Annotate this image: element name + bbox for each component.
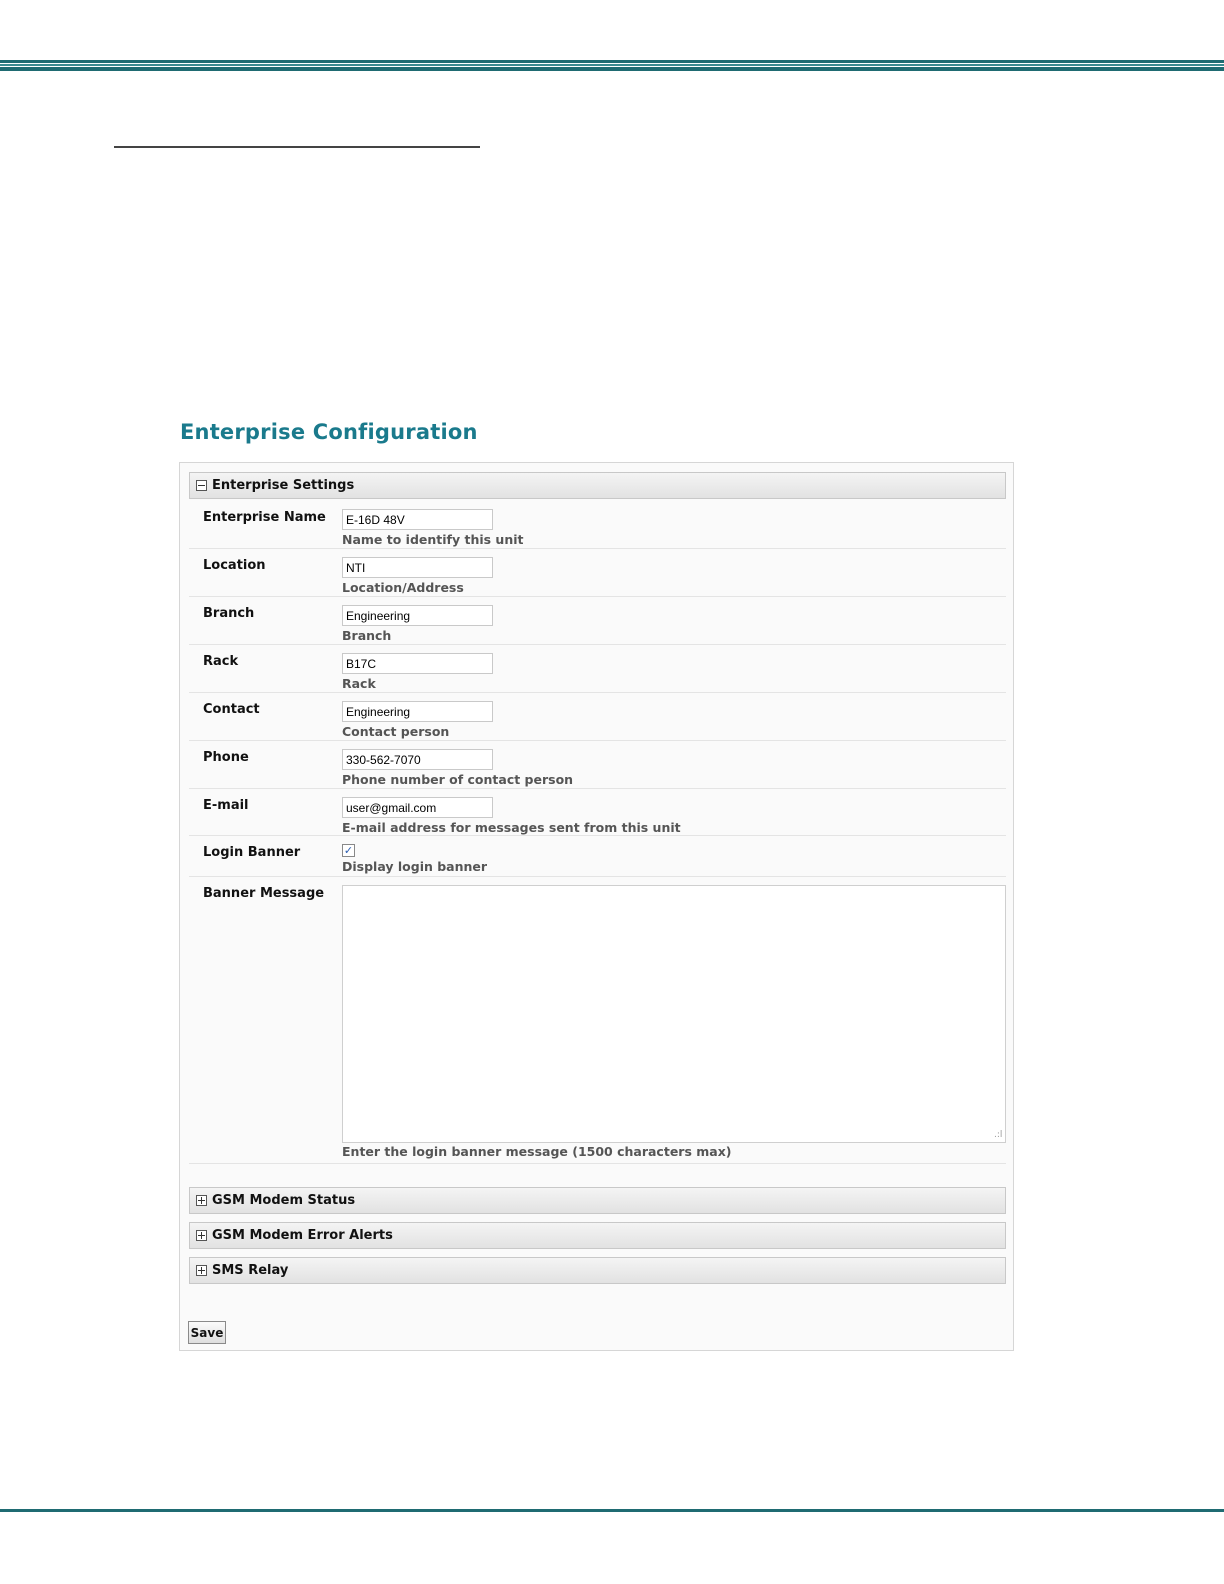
header-rule-middle xyxy=(0,64,1224,66)
field-help: Branch xyxy=(342,628,392,643)
rack-input[interactable] xyxy=(342,653,493,674)
gsm-modem-error-alerts-header[interactable] xyxy=(189,1222,1006,1249)
field-label: Enterprise Name xyxy=(203,510,326,525)
expand-icon[interactable] xyxy=(196,1265,207,1276)
location-input[interactable] xyxy=(342,557,493,578)
rack-row xyxy=(189,645,1006,693)
collapse-icon[interactable] xyxy=(196,480,207,491)
email-row xyxy=(189,789,1006,836)
footer-rule xyxy=(0,1509,1224,1512)
field-label: Login Banner xyxy=(203,845,301,860)
contact-row xyxy=(189,693,1006,741)
sms-relay-header[interactable] xyxy=(189,1257,1006,1284)
banner-message-row xyxy=(189,877,1006,1164)
section-title: GSM Modem Status xyxy=(212,1193,356,1208)
field-help: Name to identify this unit xyxy=(342,532,524,547)
banner-message-textarea[interactable] xyxy=(342,885,1006,1143)
field-label: Banner Message xyxy=(203,886,325,901)
field-label: E-mail xyxy=(203,798,249,813)
section-title: Enterprise Settings xyxy=(212,478,355,493)
config-panel xyxy=(179,462,1014,1351)
branch-input[interactable] xyxy=(342,605,493,626)
field-help: Phone number of contact person xyxy=(342,772,574,787)
field-help: Enter the login banner message (1500 characters max) xyxy=(342,1144,732,1159)
header-rule-bottom xyxy=(0,67,1224,71)
enterprise-settings-header[interactable] xyxy=(189,472,1006,499)
gsm-modem-status-header[interactable] xyxy=(189,1187,1006,1214)
header-rule-top xyxy=(0,60,1224,63)
phone-row xyxy=(189,741,1006,789)
field-label: Contact xyxy=(203,702,260,717)
field-help: E-mail address for messages sent from this unit xyxy=(342,820,681,835)
field-help: Rack xyxy=(342,676,376,691)
enterprise-name-row xyxy=(189,501,1006,549)
contact-input[interactable] xyxy=(342,701,493,722)
expand-icon[interactable] xyxy=(196,1195,207,1206)
field-help: Contact person xyxy=(342,724,450,739)
field-help: Location/Address xyxy=(342,580,464,595)
field-help: Display login banner xyxy=(342,859,488,874)
email-input[interactable] xyxy=(342,797,493,818)
login-banner-row xyxy=(189,836,1006,877)
field-label: Branch xyxy=(203,606,255,621)
login-banner-checkbox[interactable]: ✓ xyxy=(343,844,354,857)
field-label: Rack xyxy=(203,654,239,669)
phone-input[interactable] xyxy=(342,749,493,770)
resize-grip-icon[interactable]: .:l xyxy=(994,1130,1003,1140)
field-label: Phone xyxy=(203,750,249,765)
section-title: GSM Modem Error Alerts xyxy=(212,1228,393,1243)
field-label: Location xyxy=(203,558,266,573)
page-title: Enterprise Configuration xyxy=(180,420,478,444)
section-title: SMS Relay xyxy=(212,1263,289,1278)
section-underline xyxy=(114,146,480,148)
enterprise-name-input[interactable] xyxy=(342,509,493,530)
save-button[interactable]: Save xyxy=(188,1321,226,1344)
expand-icon[interactable] xyxy=(196,1230,207,1241)
branch-row xyxy=(189,597,1006,645)
location-row xyxy=(189,549,1006,597)
